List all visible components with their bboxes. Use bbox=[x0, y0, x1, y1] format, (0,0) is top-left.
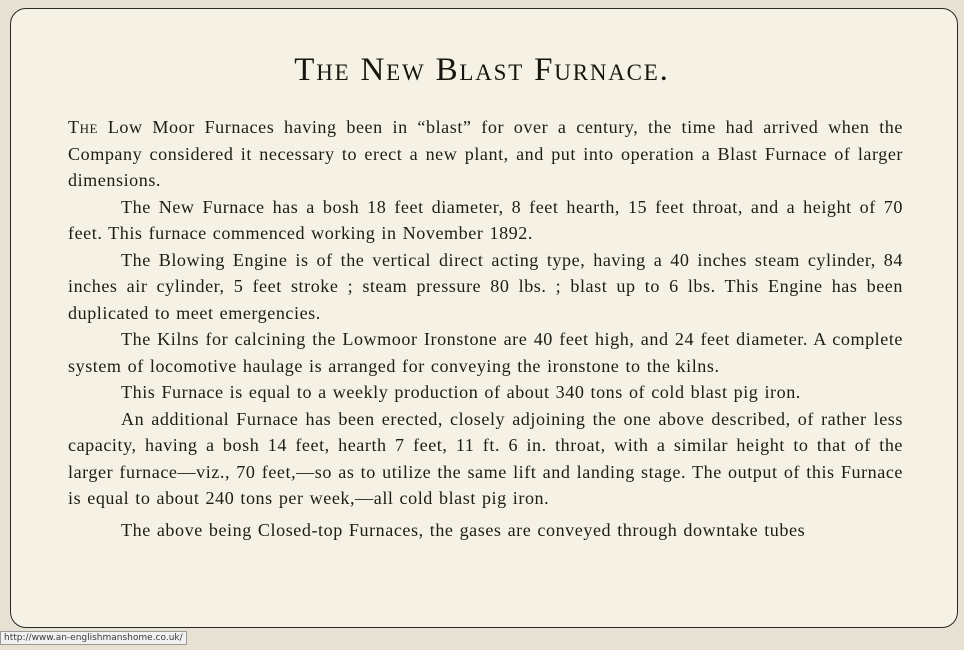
paragraph-1 bbox=[68, 114, 903, 194]
paragraph-5: This Furnace is equal to a weekly production of about 340 tons of cold blast pig iron. bbox=[121, 382, 801, 402]
paragraph-1-text: Low Moor Furnaces having been in “blast” for over a century, the time had arrived when the Company considered it necessary to erect a new plant, and put into operation a Blast Furnace of larger dimensions. bbox=[68, 117, 903, 190]
source-url-label: http://www.an-englishmanshome.co.uk/ bbox=[0, 631, 187, 645]
page-title-text: The New Blast Furnace. bbox=[294, 52, 670, 88]
paragraph-4: The Kilns for calcining the Lowmoor Ironstone are 40 feet high, and 24 feet diameter. A complete system of locomotive haulage is arranged for conveying the ironstone to the kilns. bbox=[68, 329, 903, 376]
paragraph-lead-word: The bbox=[68, 117, 99, 137]
document-body bbox=[68, 114, 903, 543]
paragraph-3: The Blowing Engine is of the vertical direct acting type, having a 40 inches steam cylinder, 84 inches air cylinder, 5 feet stroke ; steam pressure 80 lbs. ; blast up to 6 lbs. This Engine has been duplicated to meet emergencies. bbox=[68, 249, 903, 323]
page-title bbox=[0, 52, 964, 89]
paragraph-6: An additional Furnace has been erected, closely adjoining the one above described, of rather less capacity, having a bosh 14 feet, hearth 7 feet, 11 ft. 6 in. throat, with a similar height to that of the larger furnace—viz., 70 feet,—so as to utilize the same lift and landing stage. The output of this Furnace is equal to about 240 tons per week,—all cold blast pig iron. bbox=[68, 408, 903, 508]
paragraph-7: The above being Closed-top Furnaces, the gases are conveyed through downtake tubes bbox=[121, 519, 806, 540]
paragraph-2: The New Furnace has a bosh 18 feet diameter, 8 feet hearth, 15 feet throat, and a height of 70 feet. This furnace commenced working in November 1892. bbox=[68, 196, 903, 243]
